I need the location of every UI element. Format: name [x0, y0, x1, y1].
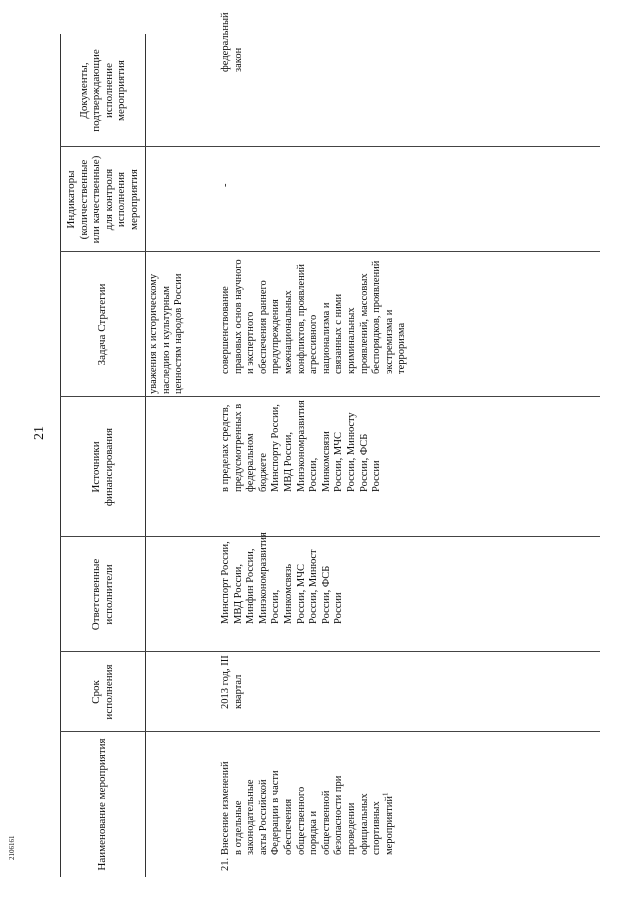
- header-documents: Документы, подтверждающие исполнение мероприятия: [77, 49, 127, 132]
- header-name: Наименование мероприятия: [96, 738, 109, 871]
- row-number: 21.: [220, 857, 231, 871]
- table-header-rule: [145, 34, 146, 877]
- header-responsible: Ответственные исполнители: [90, 558, 115, 631]
- carryover-task-text: уважения к историческому наследию и культурным ценностям народов России: [148, 273, 185, 394]
- rotated-table: [60, 12, 600, 877]
- row-documents: федеральный закон: [220, 12, 244, 72]
- header-funding: Источники финансирования: [90, 427, 115, 507]
- row-funding: в пределах средств, предусмотренных в федеральном бюджете Минспорту России, МВД России, Минэкономразвития России, Минкомсвязи России, МЧС России, Минюсту России, ФСБ России: [220, 400, 383, 492]
- header-indicators: Индикаторы (количественные или качественные) для контроля исполнения мероприятия: [65, 155, 140, 244]
- header-task: Задача Стратегии: [96, 283, 109, 366]
- row-indicators: -: [220, 183, 231, 187]
- row-task: совершенствование правовых основ научного и экспертного обеспечения раннего предупреждения межнациональных конфликтов, проявлений агрессивного национализма и связанных с ними криминальных проявлений, массовых беспорядков, проявлений экстремизма и терроризма: [220, 259, 408, 374]
- row-name-text: Внесение изменений в отдельные законодательные акты Российской Федерации в части обеспечения общественного порядка и общественной безопасности при проведении официальных спортивных мероприятий: [220, 761, 395, 855]
- row-deadline: 2013 год, III квартал: [220, 655, 244, 709]
- row-name: [220, 760, 396, 855]
- document-code: 2106161: [8, 835, 16, 860]
- row-responsible: Минспорт России, МВД России, Минфин России, Минэкономразвития России, Минкомсвязь России, МЧС России, Минюст России, ФСБ России: [220, 532, 345, 624]
- page-number: 21: [32, 426, 47, 440]
- footnote-marker: 1: [381, 792, 390, 797]
- header-deadline: Срок исполнения: [90, 664, 115, 720]
